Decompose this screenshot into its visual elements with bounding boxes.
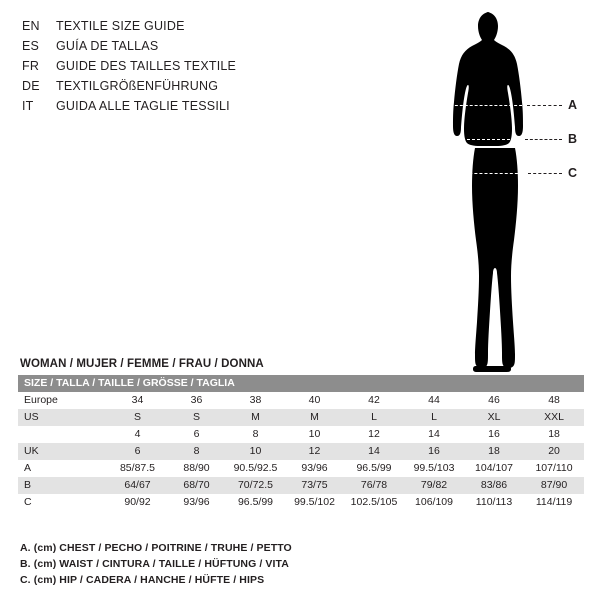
cell-usnum-4: 10	[285, 426, 344, 443]
language-code-es: ES	[22, 39, 40, 53]
language-title-es: GUÍA DE TALLAS	[56, 39, 159, 53]
language-code-it: IT	[22, 99, 34, 113]
note-a: A. (cm) CHEST / PECHO / POITRINE / TRUHE / PETTO	[20, 542, 292, 554]
guide-line-a-extension	[527, 105, 562, 106]
cell-europe-7: 46	[464, 392, 524, 409]
language-title-en: TEXTILE SIZE GUIDE	[56, 19, 185, 33]
cell-c-1: 90/92	[108, 494, 167, 511]
guide-line-a-body	[445, 105, 527, 106]
language-row-es	[22, 36, 352, 56]
cell-b-8: 87/90	[524, 477, 584, 494]
row-label-b: B	[18, 477, 108, 494]
cell-a-7: 104/107	[464, 460, 524, 477]
cell-b-5: 76/78	[344, 477, 404, 494]
cell-europe-6: 44	[404, 392, 464, 409]
language-title-fr: GUIDE DES TAILLES TEXTILE	[56, 59, 237, 73]
cell-us-8: XXL	[524, 409, 584, 426]
cell-b-6: 79/82	[404, 477, 464, 494]
guide-label-c: C	[568, 166, 578, 180]
cell-europe-3: 38	[226, 392, 285, 409]
guide-label-a: A	[568, 98, 578, 112]
size-table-section	[18, 358, 584, 511]
cell-usnum-8: 18	[524, 426, 584, 443]
cell-us-7: XL	[464, 409, 524, 426]
cell-c-5: 102.5/105	[344, 494, 404, 511]
language-title-de: TEXTILGRÖßENFÜHRUNG	[56, 79, 219, 93]
cell-us-4: M	[285, 409, 344, 426]
cell-a-4: 93/96	[285, 460, 344, 477]
cell-c-3: 96.5/99	[226, 494, 285, 511]
table-header-label: SIZE / TALLA / TAILLE / GRÖSSE / TAGLIA	[18, 375, 584, 392]
cell-uk-6: 16	[404, 443, 464, 460]
cell-a-6: 99.5/103	[404, 460, 464, 477]
cell-b-1: 64/67	[108, 477, 167, 494]
cell-us-6: L	[404, 409, 464, 426]
cell-europe-5: 42	[344, 392, 404, 409]
cell-b-7: 83/86	[464, 477, 524, 494]
cell-uk-7: 18	[464, 443, 524, 460]
table-header-row	[18, 375, 584, 392]
cell-usnum-1: 4	[108, 426, 167, 443]
cell-usnum-3: 8	[226, 426, 285, 443]
cell-c-7: 110/113	[464, 494, 524, 511]
cell-c-2: 93/96	[167, 494, 226, 511]
cell-a-1: 85/87.5	[108, 460, 167, 477]
cell-us-3: M	[226, 409, 285, 426]
cell-b-4: 73/75	[285, 477, 344, 494]
row-label-us-numeric	[18, 426, 108, 443]
guide-line-c-body	[444, 173, 528, 174]
cell-europe-4: 40	[285, 392, 344, 409]
female-silhouette-icon	[435, 8, 545, 378]
cell-c-8: 114/119	[524, 494, 584, 511]
row-label-a: A	[18, 460, 108, 477]
cell-uk-8: 20	[524, 443, 584, 460]
cell-us-1: S	[108, 409, 167, 426]
cell-b-3: 70/72.5	[226, 477, 285, 494]
cell-c-6: 106/109	[404, 494, 464, 511]
table-row	[18, 426, 584, 443]
table-caption: WOMAN / MUJER / FEMME / FRAU / DONNA	[20, 358, 264, 370]
cell-europe-2: 36	[167, 392, 226, 409]
cell-usnum-6: 14	[404, 426, 464, 443]
table-row	[18, 409, 584, 426]
language-title-it: GUIDA ALLE TAGLIE TESSILI	[56, 99, 230, 113]
cell-a-8: 107/110	[524, 460, 584, 477]
cell-europe-8: 48	[524, 392, 584, 409]
cell-b-2: 68/70	[167, 477, 226, 494]
table-row	[18, 392, 584, 409]
row-label-c: C	[18, 494, 108, 511]
table-row	[18, 460, 584, 477]
cell-a-3: 90.5/92.5	[226, 460, 285, 477]
cell-us-2: S	[167, 409, 226, 426]
cell-uk-3: 10	[226, 443, 285, 460]
row-label-europe: Europe	[18, 392, 108, 409]
note-c: C. (cm) HIP / CADERA / HANCHE / HÜFTE / HIPS	[20, 574, 265, 586]
row-label-us: US	[18, 409, 108, 426]
guide-line-b-extension	[525, 139, 562, 140]
cell-c-4: 99.5/102	[285, 494, 344, 511]
language-row-de	[22, 76, 352, 96]
measurement-figure	[400, 8, 590, 378]
table-row	[18, 443, 584, 460]
table-row	[18, 494, 584, 511]
cell-usnum-2: 6	[167, 426, 226, 443]
cell-us-5: L	[344, 409, 404, 426]
table-row	[18, 477, 584, 494]
cell-europe-1: 34	[108, 392, 167, 409]
language-title-list	[22, 16, 352, 116]
language-row-it	[22, 96, 352, 116]
cell-uk-2: 8	[167, 443, 226, 460]
cell-a-5: 96.5/99	[344, 460, 404, 477]
guide-line-c-extension	[528, 173, 562, 174]
row-label-uk: UK	[18, 443, 108, 460]
language-code-en: EN	[22, 19, 40, 33]
guide-line-b-body	[447, 139, 525, 140]
guide-label-b: B	[568, 132, 578, 146]
language-row-en	[22, 16, 352, 36]
cell-uk-5: 14	[344, 443, 404, 460]
size-table	[18, 375, 584, 511]
cell-a-2: 88/90	[167, 460, 226, 477]
language-code-fr: FR	[22, 59, 40, 73]
measurement-legend	[20, 540, 580, 588]
language-code-de: DE	[22, 79, 40, 93]
note-b: B. (cm) WAIST / CINTURA / TAILLE / HÜFTUNG / VITA	[20, 558, 289, 570]
language-row-fr	[22, 56, 352, 76]
cell-uk-1: 6	[108, 443, 167, 460]
cell-usnum-5: 12	[344, 426, 404, 443]
cell-usnum-7: 16	[464, 426, 524, 443]
cell-uk-4: 12	[285, 443, 344, 460]
